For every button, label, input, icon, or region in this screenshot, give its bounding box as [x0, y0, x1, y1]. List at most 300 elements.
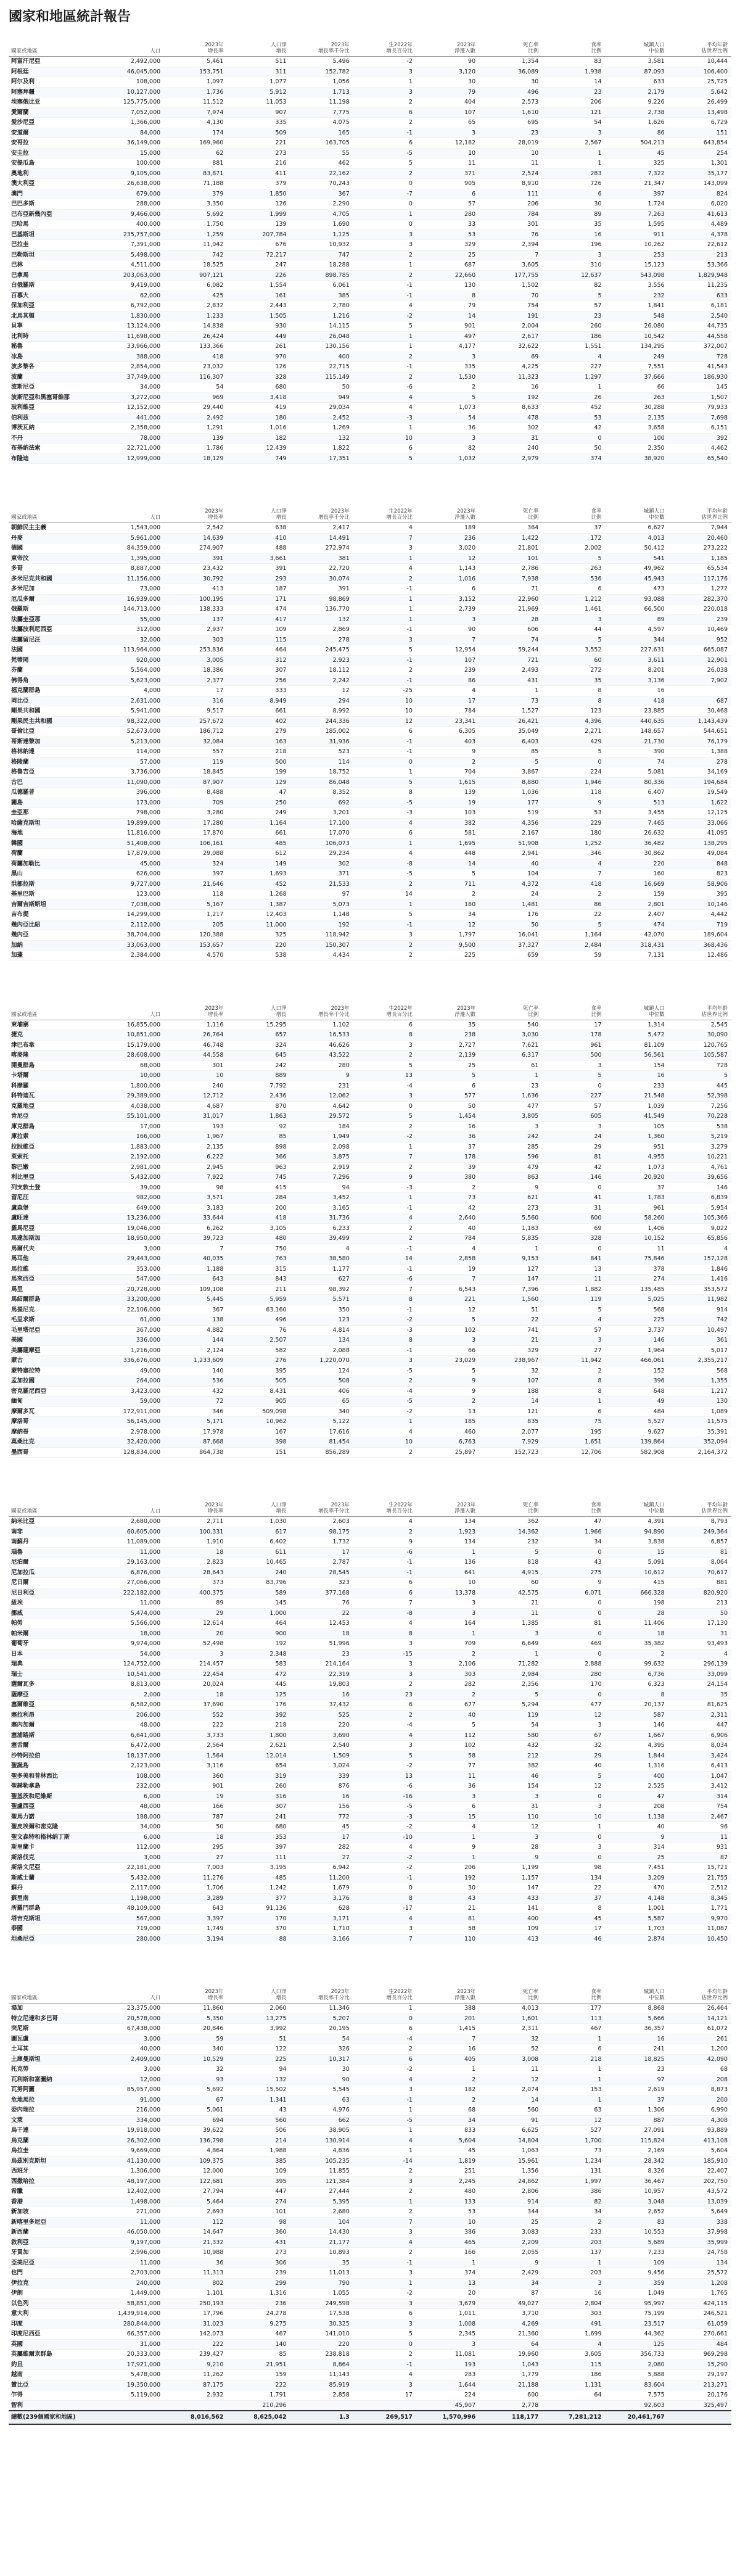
- table-cell: 2,619: [606, 2085, 668, 2095]
- table-cell: 123: [542, 706, 605, 717]
- table-row: [9, 352, 731, 362]
- table-cell: 1: [353, 1193, 416, 1203]
- table-row: [9, 260, 731, 271]
- table-cell: 222: [164, 1720, 227, 1731]
- table-cell: 22: [479, 1315, 542, 1326]
- table-cell: 525: [290, 1710, 353, 1720]
- table-row: [9, 453, 731, 464]
- table-cell: 68: [416, 2105, 479, 2116]
- table-cell: 1: [416, 1852, 479, 1863]
- table-cell: 2: [353, 118, 416, 128]
- table-cell: 709: [164, 798, 227, 808]
- table-cell: 2,355,217: [668, 1356, 731, 1366]
- table-cell: 141,010: [290, 2329, 353, 2340]
- table-cell: 169,960: [164, 138, 227, 149]
- table-cell: 1: [353, 342, 416, 352]
- table-cell: 11,198: [290, 97, 353, 108]
- country-name: 爱沙尼亞: [9, 118, 101, 128]
- table-cell: 16,533: [290, 1030, 353, 1041]
- country-name: 印度: [9, 2319, 101, 2329]
- table-cell: 225: [606, 1315, 668, 1326]
- country-name: 安道爾: [9, 128, 101, 138]
- table-cell: 222: [164, 2339, 227, 2350]
- table-cell: 541: [606, 553, 668, 564]
- sections-container: [9, 33, 731, 2425]
- table-cell: 452: [542, 403, 605, 413]
- table-cell: 4,000: [101, 686, 164, 696]
- table-row: [9, 2044, 731, 2055]
- table-cell: 360: [227, 2227, 290, 2238]
- table-cell: -15: [353, 1649, 416, 1659]
- table-cell: 2: [353, 372, 416, 382]
- table-cell: 14: [416, 859, 479, 869]
- table-cell: 112: [164, 2217, 227, 2227]
- table-cell: 605: [542, 1112, 605, 1122]
- table-row: [9, 2126, 731, 2136]
- table-cell: 35,999: [668, 2237, 731, 2248]
- table-cell: 7: [353, 1598, 416, 1609]
- table-cell: 750: [227, 1244, 290, 1254]
- table-cell: 366: [227, 1152, 290, 1163]
- table-cell: 11: [542, 1274, 605, 1285]
- table-cell: 4,864: [164, 2146, 227, 2157]
- table-cell: 39,499: [290, 1234, 353, 1244]
- table-cell: 589: [227, 1588, 290, 1598]
- table-cell: 40: [416, 1710, 479, 1720]
- table-cell: 392: [668, 433, 731, 444]
- table-cell: 91,000: [101, 2095, 164, 2105]
- country-name: 哥斯達黎加: [9, 737, 101, 747]
- table-cell: 23: [479, 1081, 542, 1091]
- table-row: [9, 1710, 731, 1720]
- table-row: [9, 229, 731, 240]
- table-cell: 4: [290, 1244, 353, 1254]
- table-cell: 402: [227, 716, 290, 727]
- table-cell: 214,457: [164, 1659, 227, 1670]
- table-cell: 4,570: [164, 951, 227, 961]
- table-cell: 2,356: [479, 1680, 542, 1690]
- table-row: [9, 138, 731, 149]
- table-cell: 29,034: [290, 403, 353, 413]
- table-row: [9, 1852, 731, 1863]
- table-cell: 244,336: [290, 716, 353, 727]
- table-cell: 3,194: [164, 1934, 227, 1944]
- table-cell: 10,893: [290, 2248, 353, 2258]
- table-cell: 8,887,000: [101, 564, 164, 574]
- table-cell: 23: [290, 1649, 353, 1659]
- table-row: [9, 1020, 731, 1030]
- table-row: [9, 413, 731, 423]
- table-cell: 44,558: [668, 331, 731, 342]
- table-cell: -1: [353, 737, 416, 747]
- table-cell: 36,467: [606, 2176, 668, 2187]
- table-cell: 218: [227, 1720, 290, 1731]
- table-cell: 3: [353, 1669, 416, 1680]
- table-cell: 1,415: [416, 2024, 479, 2034]
- table-cell: 2: [353, 1162, 416, 1173]
- table-cell: 424,115: [668, 2298, 731, 2309]
- table-cell: 85,919: [290, 2380, 353, 2390]
- table-cell: 54,000: [101, 1649, 164, 1659]
- table-cell: 754: [479, 301, 542, 312]
- table-cell: 249: [606, 352, 668, 362]
- table-cell: 5: [416, 1720, 479, 1731]
- table-cell: 22,660: [416, 270, 479, 281]
- table-cell: 374: [416, 2268, 479, 2279]
- table-cell: 198: [606, 1598, 668, 1609]
- table-cell: 11,323: [479, 372, 542, 382]
- table-cell: 3: [353, 2268, 416, 2279]
- table-row: [9, 403, 731, 413]
- table-row: [9, 2004, 731, 2014]
- column-header: 人口: [101, 997, 164, 1020]
- country-name: 巴拉圭: [9, 240, 101, 250]
- table-cell: 1,882: [542, 1284, 605, 1295]
- table-cell: 249: [227, 808, 290, 819]
- table-cell: 8,873: [668, 2085, 731, 2095]
- table-cell: 3,452: [290, 1193, 353, 1203]
- table-cell: 643: [164, 1904, 227, 1914]
- table-cell: 13: [416, 2278, 479, 2289]
- table-cell: 1,049: [606, 2289, 668, 2299]
- table-cell: 8,326: [606, 2166, 668, 2177]
- table-cell: 10,553: [606, 2227, 668, 2238]
- table-row: [9, 97, 731, 108]
- table-cell: 1,164: [227, 818, 290, 828]
- table-row: [9, 199, 731, 210]
- table-cell: 28,608,000: [101, 1051, 164, 1061]
- table-cell: 12: [416, 920, 479, 930]
- table-cell: 509,098: [227, 1406, 290, 1417]
- table-cell: 14,639: [164, 533, 227, 543]
- table-cell: 404: [416, 97, 479, 108]
- table-cell: 3: [416, 128, 479, 138]
- table-cell: 14: [479, 1397, 542, 1407]
- table-row: [9, 716, 731, 727]
- table-cell: 462: [290, 159, 353, 169]
- table-cell: 34,000: [101, 382, 164, 393]
- table-cell: 2,098: [290, 1142, 353, 1152]
- table-cell: 131: [542, 2166, 605, 2177]
- table-row: [9, 727, 731, 737]
- table-cell: 71,282: [479, 1659, 542, 1670]
- table-cell: 5,564,000: [101, 666, 164, 676]
- table-row: [9, 2390, 731, 2401]
- table-row: [9, 2085, 731, 2095]
- table-cell: 0: [542, 1608, 605, 1619]
- table-cell: 8,633: [479, 403, 542, 413]
- table-cell: 484: [606, 1406, 668, 1417]
- table-cell: 4: [353, 2136, 416, 2146]
- table-cell: -2: [353, 2289, 416, 2299]
- table-cell: 12,453: [290, 1619, 353, 1629]
- table-cell: 5,527: [606, 1417, 668, 1427]
- table-cell: 10: [353, 706, 416, 717]
- table-cell: 4: [416, 1244, 479, 1254]
- table-cell: 27,794: [164, 2187, 227, 2197]
- table-cell: 105,587: [668, 1051, 731, 1061]
- table-cell: 137: [542, 2248, 605, 2258]
- table-cell: 4,356: [479, 818, 542, 828]
- column-header: 人口淨 增長: [227, 1980, 290, 2004]
- table-cell: 314: [668, 1791, 731, 1802]
- table-cell: 1,272: [668, 584, 731, 595]
- table-cell: 93: [164, 2074, 227, 2085]
- table-cell: 538: [668, 1121, 731, 1132]
- table-cell: 21,548: [606, 1091, 668, 1102]
- table-cell: 1: [353, 77, 416, 88]
- table-cell: 2: [353, 951, 416, 961]
- table-cell: 16: [606, 686, 668, 696]
- column-header: 生2022年 增長百分比: [353, 1493, 416, 1517]
- table-cell: 1,354: [479, 57, 542, 67]
- table-cell: 5,888: [606, 2370, 668, 2380]
- table-cell: 346: [542, 849, 605, 859]
- table-cell: 17,870: [164, 828, 227, 839]
- column-header: 死亡率 比例: [479, 500, 542, 523]
- table-cell: 273: [227, 148, 290, 159]
- table-cell: 643: [164, 1274, 227, 1285]
- table-cell: 21,755: [668, 1873, 731, 1883]
- table-cell: 36: [416, 1781, 479, 1792]
- table-cell: 13,236,000: [101, 1213, 164, 1224]
- table-cell: 353,572: [668, 1284, 731, 1295]
- table-cell: 134,295: [606, 342, 668, 352]
- table-cell: -1: [353, 1305, 416, 1315]
- table-cell: 140: [227, 2339, 290, 2350]
- table-cell: 210,296: [227, 2400, 290, 2411]
- table-cell: 105: [606, 1121, 668, 1132]
- table-cell: 26,638,000: [101, 179, 164, 189]
- table-cell: 14,115: [290, 321, 353, 332]
- table-cell: 185,002: [290, 727, 353, 737]
- table-cell: -6: [353, 382, 416, 393]
- column-header: 平均年齡 佔世界比例: [668, 33, 731, 57]
- table-cell: 3,152: [416, 594, 479, 605]
- table-cell: 2,996,000: [101, 2248, 164, 2258]
- table-cell: 34: [479, 2278, 542, 2289]
- table-cell: 28,019: [479, 138, 542, 149]
- table-cell: 238: [416, 1030, 479, 1041]
- table-cell: 22: [542, 910, 605, 920]
- column-header: 城鎮人口 中位數: [606, 33, 668, 57]
- table-cell: 398: [227, 1437, 290, 1448]
- table-cell: 172,911,000: [101, 1406, 164, 1417]
- table-cell: 7,003: [164, 1863, 227, 1873]
- table-cell: 433: [479, 1893, 542, 1904]
- table-cell: 645: [227, 1051, 290, 1061]
- column-header: 2023年 增長率千分比: [290, 1493, 353, 1517]
- table-cell: 18,288: [290, 260, 353, 271]
- table-row: [9, 1629, 731, 1639]
- table-cell: 57: [416, 199, 479, 210]
- table-cell: 500: [227, 757, 290, 767]
- table-cell: 30,325: [290, 2319, 353, 2329]
- table-cell: 10,542: [606, 331, 668, 342]
- table-cell: 2,888: [542, 1659, 605, 1670]
- table-cell: 324: [164, 859, 227, 869]
- table-cell: 250: [227, 798, 290, 808]
- table-cell: 2,978,000: [101, 1427, 164, 1437]
- table-cell: 523: [290, 747, 353, 758]
- table-cell: 13,275: [227, 2013, 290, 2024]
- country-name: 蘇丹: [9, 1883, 101, 1894]
- table-cell: 178: [416, 1152, 479, 1163]
- table-cell: 8,793: [668, 1517, 731, 1527]
- table-cell: 477: [542, 1700, 605, 1711]
- table-cell: 93,889: [668, 2126, 731, 2136]
- table-cell: 7,929: [479, 1437, 542, 1448]
- table-row: [9, 808, 731, 819]
- table-row: [9, 1741, 731, 1751]
- table-cell: 581: [416, 828, 479, 839]
- table-cell: 9: [353, 1173, 416, 1183]
- table-cell: 271,000: [101, 2207, 164, 2218]
- country-name: 多米尼加: [9, 584, 101, 595]
- table-cell: 17,280: [164, 818, 227, 828]
- table-cell: 7: [353, 1934, 416, 1944]
- table-row: [9, 1060, 731, 1071]
- table-cell: 86,048: [290, 777, 353, 788]
- table-cell: 18,525: [164, 260, 227, 271]
- table-cell: 36: [164, 2258, 227, 2268]
- table-cell: 1,291: [164, 423, 227, 434]
- table-cell: -1: [353, 281, 416, 291]
- table-cell: 27,066,000: [101, 1578, 164, 1588]
- table-row: [9, 67, 731, 77]
- table-cell: 17,130: [668, 1619, 731, 1629]
- table-cell: 7,551: [606, 362, 668, 373]
- table-cell: 3: [353, 2227, 416, 2238]
- table-cell: 8: [353, 1295, 416, 1305]
- table-cell: 1,216,000: [101, 1345, 164, 1356]
- table-cell: 6: [416, 1802, 479, 1812]
- table-cell: 9: [479, 2258, 542, 2268]
- table-cell: 146: [668, 1183, 731, 1193]
- table-cell: 2,786: [479, 564, 542, 574]
- table-cell: 136: [416, 1558, 479, 1568]
- country-name: 德國: [9, 543, 101, 554]
- table-cell: 251: [416, 2166, 479, 2177]
- table-cell: 33,966,000: [101, 342, 164, 352]
- table-cell: 1: [353, 209, 416, 220]
- table-cell: 914: [479, 2197, 542, 2207]
- table-cell: 1,622: [668, 798, 731, 808]
- table-cell: 397: [227, 1843, 290, 1853]
- table-cell: 3,805: [479, 1112, 542, 1122]
- table-cell: 100,000: [101, 159, 164, 169]
- country-name: 也門: [9, 2268, 101, 2279]
- table-cell: 415: [227, 1183, 290, 1193]
- table-cell: 5: [353, 1112, 416, 1122]
- table-cell: 302: [479, 423, 542, 434]
- table-cell: 679,000: [101, 189, 164, 199]
- table-cell: 13: [353, 1071, 416, 1081]
- table-cell: 4: [353, 818, 416, 828]
- table-cell: 69: [479, 352, 542, 362]
- country-name: 巴林: [9, 260, 101, 271]
- table-cell: 1,481: [479, 899, 542, 910]
- table-cell: 7: [416, 635, 479, 645]
- table-cell: -10: [353, 1832, 416, 1843]
- table-cell: 301: [479, 220, 542, 230]
- country-name: 吉爾吉斯斯坦: [9, 899, 101, 910]
- table-cell: 67,438,000: [101, 2024, 164, 2034]
- table-cell: 46,748: [164, 1040, 227, 1051]
- table-cell: 391: [290, 584, 353, 595]
- table-cell: 151: [668, 128, 731, 138]
- table-cell: 704: [416, 767, 479, 778]
- table-cell: 0: [542, 1547, 605, 1558]
- table-cell: 8,034: [668, 1741, 731, 1751]
- table-cell: 12,000: [101, 2074, 164, 2085]
- table-cell: 484: [668, 2339, 731, 2350]
- country-name: 烏克蘭: [9, 2136, 101, 2146]
- table-cell: 665,087: [668, 645, 731, 656]
- table-cell: 3,195: [227, 1863, 290, 1873]
- table-cell: 66,500: [606, 605, 668, 615]
- table-cell: 41,613: [668, 209, 731, 220]
- country-name: 洪都拉斯: [9, 879, 101, 890]
- table-cell: 25: [416, 250, 479, 260]
- country-name: 聖基茨和尼維斯: [9, 1791, 101, 1802]
- table-cell: 52,673,000: [101, 727, 164, 737]
- table-cell: 139,864: [606, 1437, 668, 1448]
- table-cell: 540: [479, 1020, 542, 1030]
- table-cell: 362: [479, 1517, 542, 1527]
- table-row: [9, 553, 731, 564]
- table-cell: 5,091: [606, 1558, 668, 1568]
- table-row: [9, 1274, 731, 1285]
- table-cell: 28: [606, 1608, 668, 1619]
- table-cell: 14,491: [290, 533, 353, 543]
- country-name: 馬拉維: [9, 1264, 101, 1274]
- country-name: 塞內加爾: [9, 1720, 101, 1731]
- table-cell: 188,000: [101, 1812, 164, 1822]
- table-cell: 73: [542, 2146, 605, 2157]
- table-cell: 467: [542, 2024, 605, 2034]
- table-cell: 2,002: [542, 543, 605, 554]
- table-cell: 8: [542, 1386, 605, 1397]
- table-cell: 1,822: [290, 444, 353, 454]
- table-cell: 5,571: [290, 1295, 353, 1305]
- table-cell: 2,055: [479, 2248, 542, 2258]
- table-cell: 239: [668, 614, 731, 625]
- table-cell: 9,669,000: [101, 2146, 164, 2157]
- table-cell: 24,758: [668, 2248, 731, 2258]
- table-cell: 3,418: [227, 392, 290, 403]
- country-name: 列支敦士登: [9, 1183, 101, 1193]
- table-cell: 881: [164, 159, 227, 169]
- country-name: 布基納法索: [9, 444, 101, 454]
- country-name: 巴布亞新幾內亞: [9, 209, 101, 220]
- table-cell: 5,623,000: [101, 675, 164, 686]
- table-cell: 82: [416, 444, 479, 454]
- table-cell: 680: [227, 382, 290, 393]
- table-cell: 0: [353, 1883, 416, 1894]
- table-cell: 742: [668, 1315, 731, 1326]
- table-cell: 5: [542, 1071, 605, 1081]
- country-name: 巴拿馬: [9, 270, 101, 281]
- table-cell: 7,621: [479, 1040, 542, 1051]
- table-cell: 1,819: [416, 2156, 479, 2166]
- table-cell: 31,000: [101, 2339, 164, 2350]
- table-row: [9, 2013, 731, 2024]
- table-cell: 3: [416, 614, 479, 625]
- table-cell: 94: [227, 2065, 290, 2075]
- table-cell: 1,252: [542, 838, 605, 849]
- table-cell: 2,358,000: [101, 423, 164, 434]
